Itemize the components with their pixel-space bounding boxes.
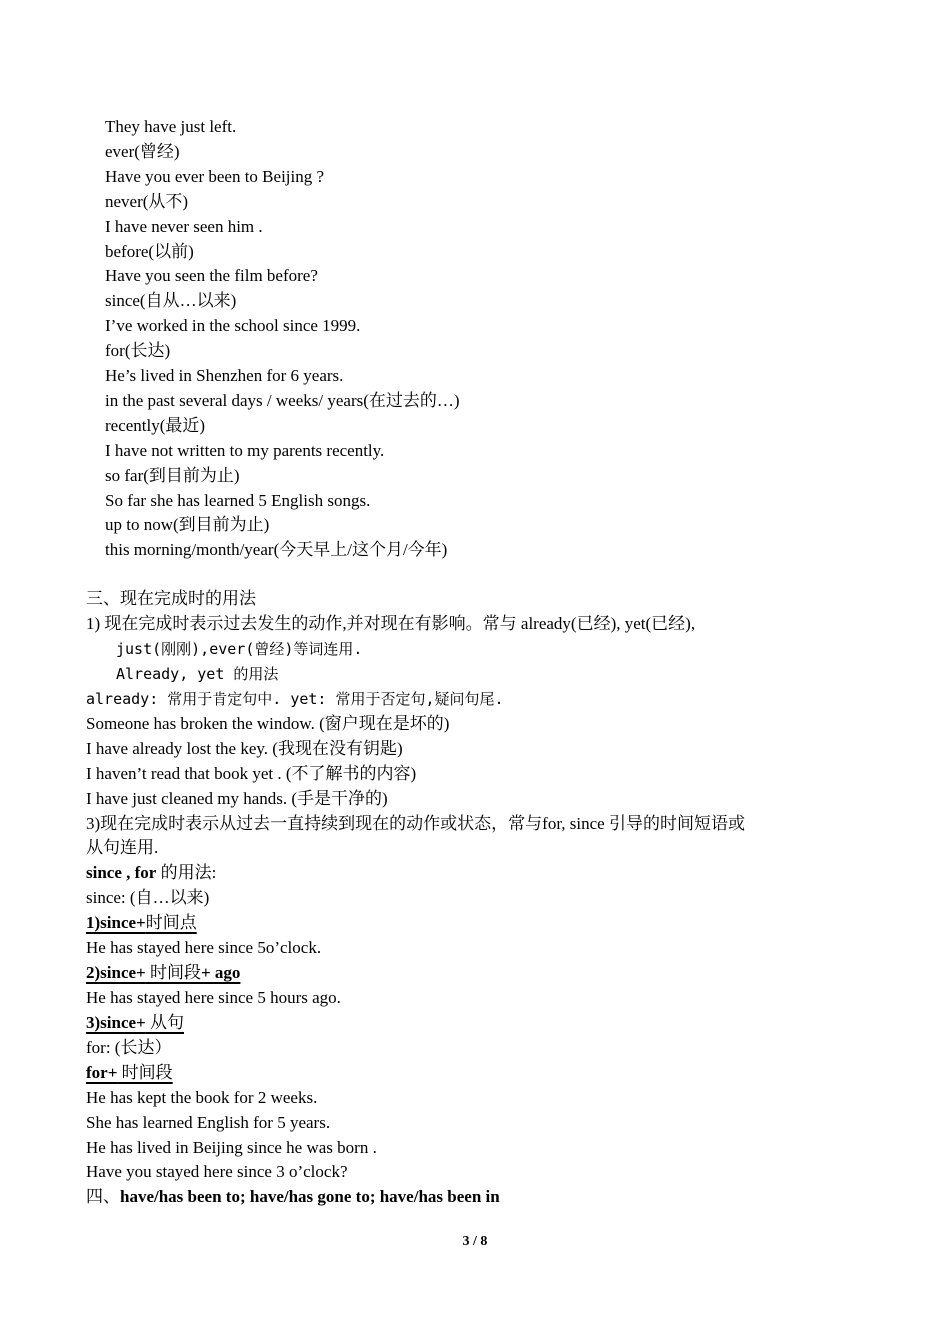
- since-rule-1: [86, 912, 197, 934]
- for-example: He has lived in Beijing since he was born .: [86, 1138, 377, 1157]
- paragraph-3-line-a: 3)现在完成时表示从过去一直持续到现在的动作或状态，常与for, since 引导的时间短语或: [86, 814, 745, 833]
- since-rule-3: [86, 1012, 184, 1034]
- paragraph-1-line-a: 1) 现在完成时表示过去发生的动作,并对现在有影响。常与 already(已经), yet(已经),: [86, 614, 696, 633]
- since-rule-2-bold: 2)since+: [86, 963, 146, 982]
- for-definition: for: (长达）: [86, 1038, 172, 1057]
- section-4-heading: [86, 1186, 500, 1208]
- example-list-line: so far(到目前为止): [105, 465, 240, 485]
- example-line: I have already lost the key. (我现在没有钥匙): [86, 739, 403, 758]
- paragraph-1-line-b: just(刚刚),ever(曾经)等词连用.: [116, 640, 363, 658]
- page-number: 3 / 8: [462, 1234, 488, 1249]
- example-line: I haven’t read that book yet . (不了解书的内容): [86, 764, 417, 783]
- example-list-line: I have never seen him .: [105, 216, 263, 236]
- for-rule: [86, 1062, 173, 1084]
- since-rule-3-rest: 从句: [145, 1013, 184, 1032]
- since-example-2: He has stayed here since 5 hours ago.: [86, 988, 341, 1007]
- section-4-number: 四、: [86, 1187, 120, 1206]
- example-list-line: ever(曾经): [105, 141, 180, 161]
- for-rule-rest: 时间段: [117, 1063, 173, 1082]
- since-rule-3-bold: 3)since+: [86, 1013, 146, 1032]
- since-for-title-rest: 的用法:: [156, 863, 217, 882]
- for-example: Have you stayed here since 3 o’clock?: [86, 1162, 348, 1181]
- example-list-line: in the past several days / weeks/ years(在过去的…): [105, 390, 460, 410]
- example-list-line: Have you ever been to Beijing ?: [105, 166, 325, 186]
- example-list-line: He’s lived in Shenzhen for 6 years.: [105, 366, 344, 385]
- already-yet-usage: Already, yet 的用法: [116, 665, 279, 683]
- since-rule-1-rest: 时间点: [145, 913, 197, 932]
- paragraph-3-line-b: 从句连用.: [86, 838, 159, 857]
- example-list-line: for(长达): [105, 341, 171, 361]
- since-for-title: [86, 862, 216, 884]
- example-list-line: Have you seen the film before?: [105, 266, 318, 286]
- example-list-line: never(从不): [105, 191, 189, 211]
- section-3-heading: 三、现在完成时的用法: [86, 589, 256, 608]
- since-rule-2-mid: 时间段: [145, 963, 201, 982]
- since-rule-2: [86, 962, 240, 984]
- example-list-line: since(自从…以来): [105, 291, 237, 311]
- example-list-line: I have not written to my parents recently.: [105, 440, 385, 460]
- for-example: She has learned English for 5 years.: [86, 1113, 331, 1132]
- for-example: He has kept the book for 2 weeks.: [86, 1088, 318, 1107]
- example-list-line: up to now(到目前为止): [105, 515, 270, 535]
- section-4-title: have/has been to; have/has gone to; have/has been in: [120, 1187, 500, 1206]
- example-line: Someone has broken the window. (窗户现在是坏的): [86, 714, 450, 733]
- for-rule-bold: for+: [86, 1063, 118, 1082]
- since-rule-2-end: + ago: [200, 963, 241, 982]
- since-definition: since: (自…以来): [86, 888, 210, 907]
- example-list-line: So far she has learned 5 English songs.: [105, 490, 371, 510]
- since-for-title-bold: since , for: [86, 863, 157, 882]
- since-rule-1-bold: 1)since+: [86, 913, 146, 932]
- example-list-line: this morning/month/year(今天早上/这个月/今年): [105, 540, 448, 560]
- example-list-line: I’ve worked in the school since 1999.: [105, 316, 361, 336]
- already-note: already: 常用于肯定句中. yet: 常用于否定句,疑问句尾.: [86, 690, 504, 708]
- example-list-line: They have just left.: [105, 117, 237, 136]
- since-example-1: He has stayed here since 5o’clock.: [86, 938, 322, 957]
- example-list-line: before(以前): [105, 241, 194, 261]
- example-list-line: recently(最近): [105, 415, 206, 435]
- example-line: I have just cleaned my hands. (手是干净的): [86, 789, 388, 808]
